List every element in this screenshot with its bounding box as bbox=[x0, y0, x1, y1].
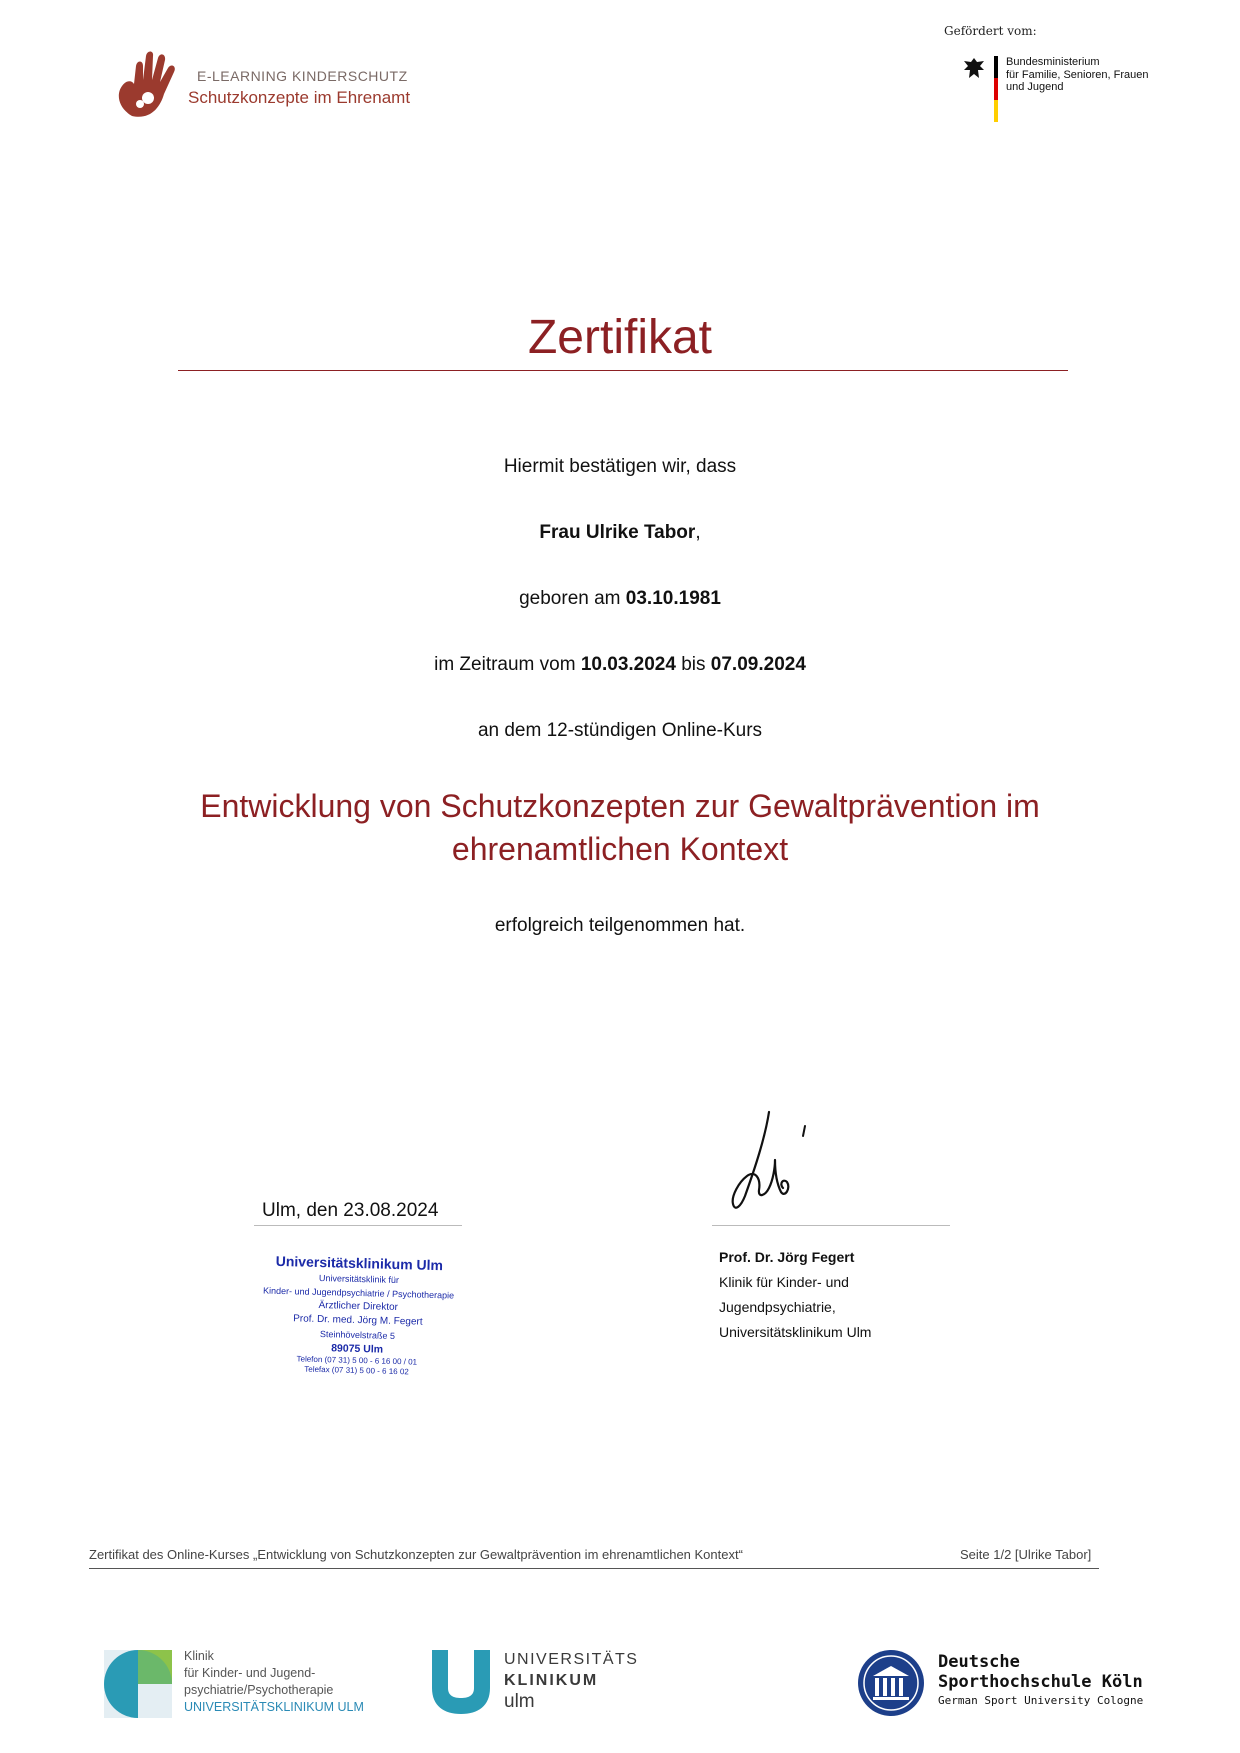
birth-line: geboren am 03.10.1981 bbox=[519, 588, 721, 609]
signer-block: Prof. Dr. Jörg Fegert Klinik für Kinder- und Jugendpsychiatrie, Universitätsklinikum Ulm bbox=[719, 1245, 871, 1345]
elearning-subtitle: Schutzkonzepte im Ehrenamt bbox=[188, 88, 411, 107]
place-date: Ulm, den 23.08.2024 bbox=[262, 1200, 439, 1221]
footer-page-number: Seite 1/2 [Ulrike Tabor] bbox=[960, 1547, 1092, 1562]
completion-text: erfolgreich teilgenommen hat. bbox=[494, 915, 746, 936]
signature-rule bbox=[712, 1225, 950, 1226]
elearning-logo bbox=[110, 46, 190, 122]
handwritten-signature bbox=[725, 1108, 825, 1225]
ministry-name: Bundesministerium für Familie, Senioren, Frauen und Jugend bbox=[1006, 56, 1149, 93]
clinic-stamp: Universitätsklinikum Ulm Universitätsklinik für Kinder- und Jugendpsychiatrie / Psychotherapie Ärztlicher Direktor Prof. Dr. med. Jörg M. Fegert Steinhövelstraße 5 89075 Ulm Telefon (07 31) 5 00 - 6 16 00 / 01 Telefax (07 31) 5 00 - 6 16 02 bbox=[262, 1252, 455, 1377]
period-line: im Zeitraum vom 10.03.2024 bis 07.09.2024 bbox=[434, 654, 806, 675]
footer-rule bbox=[89, 1568, 1099, 1569]
recipient-line: Frau Ulrike Tabor, bbox=[539, 522, 701, 543]
signer-name: Prof. Dr. Jörg Fegert bbox=[719, 1249, 855, 1265]
dshs-logo-text: Deutsche Sporthochschule Köln German Sport University Cologne bbox=[938, 1652, 1144, 1707]
footer-course-note: Zertifikat des Online-Kurses „Entwicklung von Schutzkonzepten zur Gewaltprävention im ehrenamtlichen Kontext“ bbox=[89, 1547, 743, 1562]
course-title: Entwicklung von Schutzkonzepten zur Gewaltprävention im ehrenamtlichen Kontext bbox=[200, 788, 1040, 867]
elearning-title: E-LEARNING KINDERSCHUTZ bbox=[197, 68, 408, 84]
ukl-logo-text: UNIVERSITÄTS KLINIKUM ulm bbox=[504, 1651, 639, 1712]
klinik-logo-icon bbox=[104, 1650, 172, 1723]
place-date-rule bbox=[254, 1225, 462, 1226]
period-start: 10.03.2024 bbox=[580, 654, 676, 675]
course-intro: an dem 12-stündigen Online-Kurs bbox=[477, 720, 763, 741]
recipient-name: Frau Ulrike Tabor bbox=[539, 522, 696, 543]
intro-text: Hiermit bestätigen wir, dass bbox=[503, 456, 737, 477]
ukl-u-icon bbox=[432, 1650, 490, 1719]
dshs-seal-icon bbox=[856, 1648, 926, 1723]
hand-logo-icon bbox=[110, 46, 190, 122]
german-flag-bar bbox=[994, 56, 998, 122]
birth-date: 03.10.1981 bbox=[625, 588, 721, 609]
klinik-logo-text: Klinik für Kinder- und Jugend- psychiatrie/Psychotherapie UNIVERSITÄTSKLINIKUM ULM bbox=[184, 1649, 364, 1714]
federal-eagle-icon bbox=[962, 56, 986, 87]
funded-by-label: Gefördert vom: bbox=[944, 24, 1037, 38]
period-end: 07.09.2024 bbox=[710, 654, 806, 675]
title-divider bbox=[178, 370, 1068, 371]
certificate-title: Zertifikat bbox=[527, 311, 713, 364]
